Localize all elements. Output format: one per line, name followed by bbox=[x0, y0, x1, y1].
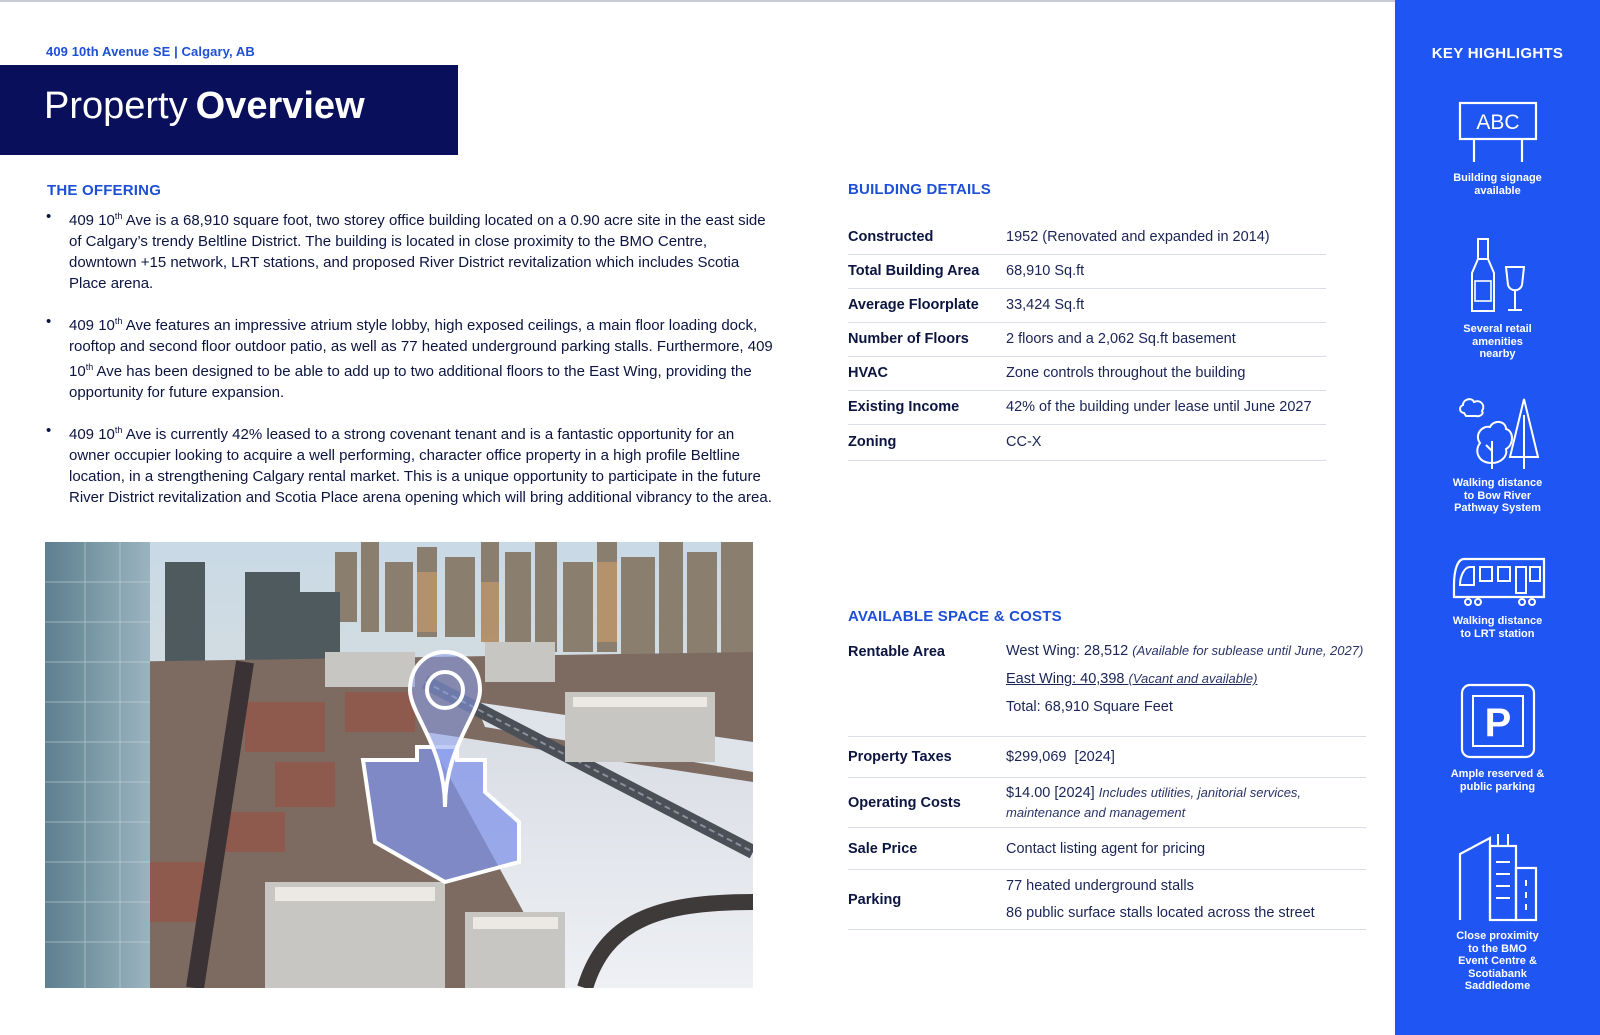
train-icon bbox=[1450, 555, 1546, 607]
page-title-light: Property bbox=[44, 85, 188, 127]
operating-costs-amount: $14.00 [2024] bbox=[1006, 784, 1095, 801]
available-space-table bbox=[848, 637, 1366, 930]
west-wing-line bbox=[1006, 643, 1366, 671]
west-wing-area: West Wing: 28,512 bbox=[1006, 643, 1129, 659]
row-label: Sale Price bbox=[848, 828, 1006, 870]
highlight-caption: Close proximity to the BMO Event Centre & Scotiabank Saddledome bbox=[1456, 930, 1539, 992]
trees-icon bbox=[1456, 395, 1540, 469]
rentable-area-values bbox=[1006, 637, 1366, 737]
page-title-bold: Overview bbox=[195, 85, 365, 127]
signage-icon bbox=[1456, 100, 1540, 164]
row-label: Parking bbox=[848, 870, 1006, 930]
text-part: Ave has been designed to be able to add up to two additional floors to the East Wing, providing the opportunity for future expansion. bbox=[69, 363, 752, 401]
buildings-icon bbox=[1456, 832, 1540, 922]
highlight-caption: Ample reserved & public parking bbox=[1450, 768, 1545, 793]
row-label: HVAC bbox=[848, 356, 1006, 390]
table-row bbox=[848, 356, 1326, 390]
parking-line: 86 public surface stalls located across the street bbox=[1006, 904, 1315, 921]
aerial-photo bbox=[45, 542, 753, 988]
text-part: Ave is a 68,910 square foot, two storey office building located on a 0.90 acre site in the east side of Calgary’s trendy Beltline District. The building is located in close proximity to the BMO Centre, downtown +15 network, LRT stations, and proposed River District revitalization which includes Scotia Place arena. bbox=[69, 212, 766, 292]
highlight-item bbox=[1395, 682, 1600, 793]
row-label: Zoning bbox=[848, 424, 1006, 460]
bullet: • bbox=[46, 313, 52, 330]
building-details-heading: BUILDING DETAILS bbox=[848, 181, 991, 198]
available-space-heading: AVAILABLE SPACE & COSTS bbox=[848, 608, 1062, 625]
table-row bbox=[848, 424, 1326, 460]
table-row bbox=[848, 737, 1366, 778]
row-label: Rentable Area bbox=[848, 637, 1006, 737]
highlight-item bbox=[1395, 395, 1600, 515]
row-value: Zone controls throughout the building bbox=[1006, 356, 1326, 390]
row-value: 42% of the building under lease until June 2027 bbox=[1006, 390, 1326, 424]
building-details-table bbox=[848, 220, 1326, 461]
offering-item bbox=[44, 311, 774, 403]
table-row bbox=[848, 254, 1326, 288]
row-value: 33,424 Sq.ft bbox=[1006, 288, 1326, 322]
ordinal-suffix: th bbox=[114, 211, 123, 221]
parking-values bbox=[1006, 870, 1366, 930]
top-border bbox=[0, 0, 1600, 2]
west-wing-note: (Available for sublease until June, 2027) bbox=[1132, 643, 1364, 658]
highlight-caption: Walking distance to Bow River Pathway System bbox=[1452, 477, 1543, 514]
table-row bbox=[848, 828, 1366, 870]
table-row bbox=[848, 870, 1366, 930]
property-address: 409 10th Avenue SE | Calgary, AB bbox=[46, 44, 255, 59]
table-row bbox=[848, 288, 1326, 322]
aerial-photo-illustration bbox=[45, 542, 753, 988]
highlight-item bbox=[1395, 832, 1600, 993]
title-banner bbox=[0, 65, 458, 155]
bullet: • bbox=[46, 208, 52, 225]
table-row bbox=[848, 778, 1366, 828]
key-highlights-sidebar bbox=[1395, 0, 1600, 1035]
total-area: Total: 68,910 Square Feet bbox=[1006, 699, 1173, 715]
row-value: CC-X bbox=[1006, 424, 1326, 460]
text-part: Ave features an impressive atrium style lobby, high exposed ceilings, a main floor loading dock, rooftop and second floor outdoor patio, as well as 77 heated underground parking stalls. Furthermore, 409 10 bbox=[69, 317, 773, 380]
row-label: Property Taxes bbox=[848, 737, 1006, 778]
east-wing-area: East Wing: 40,398 bbox=[1006, 671, 1125, 687]
parking-icon bbox=[1459, 682, 1537, 760]
text-part: Ave is currently 42% leased to a strong covenant tenant and is a fantastic opportunity for an owner occupier looking to acquire a well performing, character office property in a high profile Beltline location, in a strengthening Calgary rental market. This is a unique opportunity to participate in the future River District revitalization and Scotia Place arena opening which will bring additional vibrancy to the area. bbox=[69, 426, 772, 506]
offering-list bbox=[44, 206, 774, 525]
text-part: 409 10 bbox=[69, 212, 115, 229]
row-value: 68,910 Sq.ft bbox=[1006, 254, 1326, 288]
highlight-caption: Several retail amenities nearby bbox=[1463, 323, 1532, 360]
table-row bbox=[848, 322, 1326, 356]
bottle-glass-icon bbox=[1466, 237, 1530, 315]
page-title bbox=[44, 85, 365, 128]
row-value: 2 floors and a 2,062 Sq.ft basement bbox=[1006, 322, 1326, 356]
operating-costs-value bbox=[1006, 778, 1366, 828]
highlight-item bbox=[1395, 237, 1600, 361]
parking-letter: P bbox=[1484, 701, 1511, 745]
row-value: Contact listing agent for pricing bbox=[1006, 828, 1366, 870]
sign-text: ABC bbox=[1475, 111, 1520, 134]
key-highlights-heading: KEY HIGHLIGHTS bbox=[1431, 45, 1564, 62]
east-wing-note: (Vacant and available) bbox=[1128, 671, 1258, 686]
east-wing-line bbox=[1006, 671, 1366, 699]
row-label: Existing Income bbox=[848, 390, 1006, 424]
offering-item bbox=[44, 206, 774, 294]
highlight-item bbox=[1395, 555, 1600, 640]
highlight-caption: Walking distance to LRT station bbox=[1452, 615, 1543, 640]
row-value: $299,069 [2024] bbox=[1006, 737, 1366, 778]
offering-heading: THE OFFERING bbox=[47, 182, 162, 199]
bullet: • bbox=[46, 422, 52, 439]
table-row bbox=[848, 220, 1326, 254]
parking-line: 77 heated underground stalls bbox=[1006, 877, 1194, 894]
row-label: Operating Costs bbox=[848, 778, 1006, 828]
table-row bbox=[848, 390, 1326, 424]
table-row bbox=[848, 637, 1366, 737]
ordinal-suffix: th bbox=[114, 425, 123, 435]
highlight-caption: Building signage available bbox=[1453, 172, 1542, 197]
row-value: 1952 (Renovated and expanded in 2014) bbox=[1006, 220, 1326, 254]
offering-item bbox=[44, 420, 774, 508]
text-part: 409 10 bbox=[69, 317, 115, 334]
row-label: Number of Floors bbox=[848, 322, 1006, 356]
ordinal-suffix: th bbox=[85, 362, 94, 372]
operating-costs-note: Includes utilities, janitorial services, maintenance and management bbox=[1006, 784, 1302, 820]
row-label: Constructed bbox=[848, 220, 1006, 254]
row-label: Average Floorplate bbox=[848, 288, 1006, 322]
row-label: Total Building Area bbox=[848, 254, 1006, 288]
ordinal-suffix: th bbox=[114, 316, 123, 326]
highlight-item bbox=[1395, 100, 1600, 197]
text-part: 409 10 bbox=[69, 426, 115, 443]
